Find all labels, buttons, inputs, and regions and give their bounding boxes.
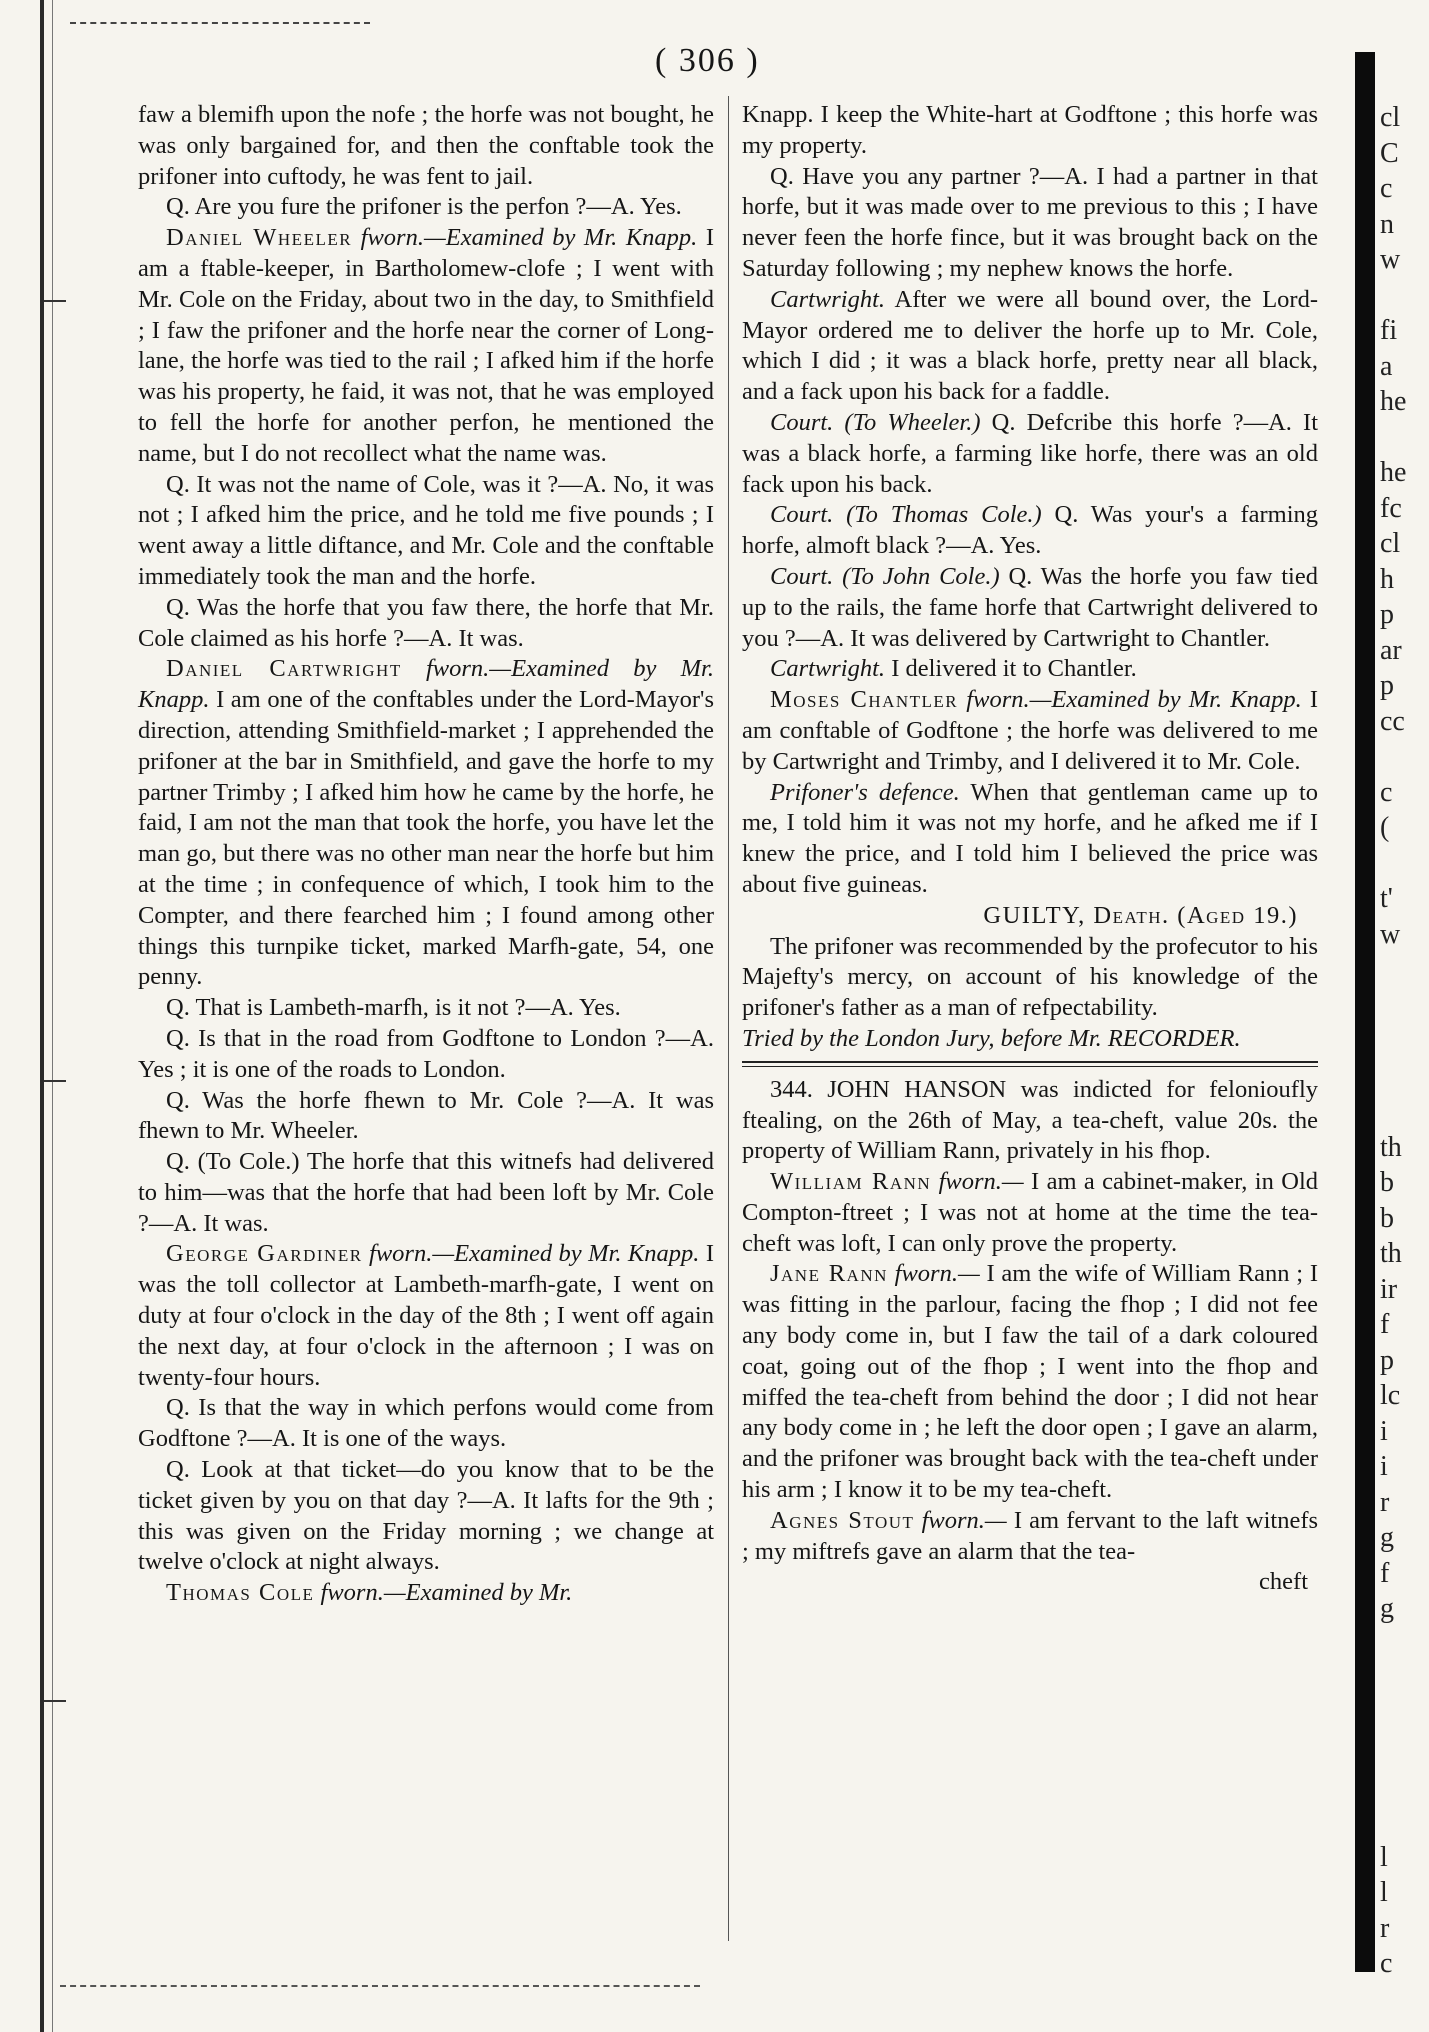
facing-page-fragment: th [1380,1131,1402,1163]
witness-name: Jane Rann [770,1260,888,1288]
facing-page-fragment: g [1380,1593,1394,1624]
facing-page-fragment: he [1380,457,1407,488]
witness-paragraph [138,1239,714,1393]
facing-page-fragment [1380,1059,1429,1095]
question-answer: Q. Was the horfe that you faw there, the horfe that Mr. Cole claimed as his horfe ?—A. It was. [138,593,714,652]
facing-page-fragment [1380,1094,1429,1130]
facing-page-edge [1380,100,1429,1979]
witness-paragraph [742,1506,1318,1568]
facing-page-fragment [1380,1662,1429,1698]
facing-page-fragment [1380,1698,1429,1734]
speaker-text: Q. Defcribe this horfe ?—A. It was a black horfe, a farming like horfe, there was an old fack upon his back. [742,408,1318,498]
facing-page-fragment: t' [1380,883,1393,914]
speaker-label: Prifoner's defence. [770,778,960,806]
speaker-label: Cartwright. [770,285,886,313]
testimony-text: I am fervant to the laft witnefs ; my miftrefs gave an alarm that the tea- [742,1506,1319,1565]
speaker-paragraph [742,285,1318,408]
facing-page-fragment [1380,1804,1429,1840]
facing-page-fragment: l [1380,1841,1388,1873]
left-column [138,100,714,1609]
facing-page-fragment: c [1380,776,1393,808]
facing-page-fragment [1380,1023,1429,1059]
facing-page-fragment: r [1380,1486,1390,1518]
facing-page-fragment: i [1380,1451,1388,1482]
testimony-text: I am one of the conftables under the Lord-Mayor's direction, attending Smithfield-market ; I apprehended the prifoner at the bar in Smithfield, and gave the horfe to my partner Trimby ; I afked him how he came by the horfe, he faid, I am not the man that took the horfe, you have let the man go, but there was no other man near the horfe but him at the time ; in confequence of which, I took him to the Compter, and there fearched him ; I found among other things this turnpike ticket, marked Marfh-gate, 54, one penny. [138,686,715,991]
facing-page-fragment: c [1380,173,1393,204]
oath-note: fworn.—Examined by Mr. [320,1579,573,1607]
facing-page-fragment [1380,1733,1429,1769]
facing-page-fragment [1380,846,1429,882]
witness-paragraph [742,1259,1318,1505]
witness-paragraph [138,654,714,993]
facing-page-fragment: cl [1380,102,1401,133]
witness-name: Thomas Cole [166,1579,315,1607]
scan-artifact-top [70,22,370,24]
facing-page-fragment: cl [1380,528,1401,559]
question-answer: Q. It was not the name of Cole, was it ?—A. No, it was not ; I afked him the price, and he told me five pounds ; I went away a little diftance, and Mr. Cole and the conftable immediately took the man and the horfe. [138,470,714,590]
case-heading: 344. JOHN HANSON was indicted for felonioufly ftealing, on the 26th of May, a tea-cheft, value 20s. the property of William Rann, privately in his fhop. [742,1075,1318,1165]
speaker-paragraph [742,500,1318,562]
witness-paragraph [742,685,1318,777]
speaker-text: When that gentleman came up to me, I told him it was not my horfe, and he afked me if I knew the price, and I told him I believed the price was about five guineas. [742,778,1318,898]
facing-page-fragment: a [1380,350,1393,382]
speaker-paragraph [742,654,1318,685]
facing-page-fragment: w [1380,918,1401,950]
right-column [742,100,1318,1598]
facing-page-fragment [1380,952,1429,988]
testimony-text: I am a cabinet-maker, in Old Compton-ftreet ; I was not at home at the time the tea-cheft was loft, I can only prove the property. [742,1168,1319,1257]
speaker-label: Court. (To Thomas Cole.) [770,501,1042,529]
facing-page-fragment: r [1380,1912,1390,1944]
speaker-label: Cartwright. [770,655,886,683]
facing-page-fragment: f [1380,1557,1390,1589]
oath-note: fworn.— [938,1168,1024,1196]
margin-mark [44,300,66,308]
facing-page-fragment: p [1380,670,1394,701]
continued-text: Knapp. I keep the White-hart at Godftone ; this horfe was my property. [742,101,1318,159]
facing-page-fragment: i [1380,1415,1388,1447]
facing-page-fragment: C [1380,137,1399,169]
question-answer: Q. Look at that ticket—do you know that to be the ticket given by you on that day ?—A. It lafts for the 9th ; this was given on the Friday morning ; we change at twelve o'clock at night always. [138,1456,714,1576]
witness-paragraph [138,223,714,469]
facing-page-fragment: g [1380,1522,1394,1553]
facing-page-fragment: b [1380,1202,1394,1234]
facing-page-fragment [1380,1769,1429,1805]
facing-page-fragment: l [1380,1877,1388,1908]
facing-page-fragment: c [1380,1948,1393,1979]
speaker-paragraph [742,562,1318,654]
facing-page-fragment: p [1380,1344,1394,1376]
facing-page-fragment [1380,988,1429,1024]
facing-page-fragment: p [1380,599,1394,630]
margin-mark [44,1700,66,1708]
recommendation: The prifoner was recommended by the profecutor to his Majefty's mercy, on account of his knowledge of the prifoner's father as a man of refpectability. [742,932,1318,1022]
oath-note: fworn.— [894,1260,980,1288]
catchword: cheft [1259,1568,1308,1596]
facing-page-fragment: cc [1380,705,1405,737]
speaker-text: Q. Was the horfe you faw tied up to the rails, the fame horfe that Cartwright delivered to you ?—A. It was delivered by Cartwright to Chantler. [742,562,1318,652]
facing-page-fragment [1380,278,1429,314]
speaker-text: After we were all bound over, the Lord-Mayor ordered me to deliver the horfe up to Mr. Cole, which I did ; it was a black horfe, pretty near all black, and a fack upon his back for a faddle. [742,285,1318,406]
testimony-text: I was the toll collector at Lambeth-marfh-gate, I went on duty at four o'clock in the day of the 8th ; I went off again the next day, at four o'clock in the afternoon ; I was on twenty-four hours. [138,1240,714,1391]
question-answer: Q. Was the horfe fhewn to Mr. Cole ?—A. It was fhewn to Mr. Wheeler. [138,1086,714,1145]
facing-page-fragment [1380,1627,1429,1663]
question-answer: Q. (To Cole.) The horfe that this witnefs had delivered to him—was that the horfe that had been loft by Mr. Cole ?—A. It was. [138,1148,714,1237]
testimony-text: I am the wife of William Rann ; I was fitting in the parlour, facing the fhop ; I did not fee any body come in, but I faw the tail of a dark coloured coat, going out of the fhop ; I went into the fhop and miffed the tea-cheft from behind the door ; I did not hear any body come in ; he left the door open ; I gave an alarm, and the prifoner was brought back with the tea-cheft under his arm ; I know it to be my tea-cheft. [742,1260,1318,1504]
witness-name: William Rann [770,1168,932,1196]
section-rule [742,1061,1318,1067]
facing-page-fragment: lc [1380,1380,1401,1411]
facing-page-fragment [1380,420,1429,456]
facing-page-fragment: ir [1380,1273,1398,1305]
question-answer: Q. Have you any partner ?—A. I had a partner in that horfe, but it was made over to me previous to this ; I have never feen the horfe fince, but it was brought back on the Saturday following ; my nephew knows the horfe. [742,162,1318,282]
trial-note: Tried by the London Jury, before Mr. RECORDER. [742,1024,1241,1052]
facing-page-fragment: h [1380,563,1394,595]
oath-note: fworn.—Examined by Mr. Knapp. [360,224,698,252]
question-answer: Q. Are you fure the prifoner is the perfon ?—A. Yes. [166,193,682,221]
question-answer: Q. That is Lambeth-marfh, is it not ?—A. Yes. [166,994,621,1022]
speaker-label: Court. (To Wheeler.) [770,408,981,436]
witness-name: George Gardiner [166,1240,363,1268]
testimony-text: I am conftable of Godftone ; the horfe was delivered to me by Cartwright and Trimby, and I delivered it to Mr. Cole. [742,686,1319,775]
facing-page-fragment [1380,739,1429,775]
speaker-paragraph [742,408,1318,500]
gutter-shadow [1355,52,1375,1972]
question-answer: Q. Is that in the road from Godftone to London ?—A. Yes ; it is one of the roads to London. [138,1024,714,1083]
facing-page-fragment: fc [1380,492,1402,524]
verdict: GUILTY, Death. (Aged 19.) [983,901,1298,929]
facing-page-fragment: b [1380,1167,1394,1198]
witness-name: Agnes Stout [770,1506,915,1534]
scan-artifact-bottom [60,1985,700,1987]
oath-note: fworn.— [921,1506,1007,1534]
speaker-text: Q. Was your's a farming horfe, almoft black ?—A. Yes. [742,501,1318,560]
column-divider [728,96,729,1941]
facing-page-fragment: fi [1380,315,1398,346]
facing-page-fragment: n [1380,208,1394,240]
facing-page-fragment: ar [1380,634,1402,666]
margin-mark [44,1080,66,1088]
oath-note: fworn.—Examined by Mr. Knapp. [138,655,715,714]
speaker-label: Court. (To John Cole.) [770,562,1000,590]
facing-page-fragment: he [1380,386,1407,417]
facing-page-fragment: th [1380,1238,1402,1269]
oath-note: fworn.—Examined by Mr. Knapp. [966,686,1302,714]
facing-page-fragment: f [1380,1309,1390,1340]
witness-name: Daniel Wheeler [166,224,353,252]
facing-page-fragment: ( [1380,812,1390,843]
witness-paragraph [138,1578,714,1609]
question-answer: Q. Is that the way in which perfons would come from Godftone ?—A. It is one of the ways. [138,1394,714,1453]
speaker-paragraph [742,778,1318,901]
continued-text: faw a blemifh upon the nofe ; the horfe was not bought, he was only bargained for, and then the conftable took the prifoner into cuftody, he was fent to jail. [138,101,714,190]
witness-name: Moses Chantler [770,686,959,714]
speaker-text: I delivered it to Chantler. [891,655,1137,683]
facing-page-fragment: w [1380,244,1401,275]
oath-note: fworn.—Examined by Mr. Knapp. [369,1240,700,1268]
page-number: ( 306 ) [655,42,760,79]
witness-name: Daniel Cartwright [166,655,402,683]
testimony-text: I am a ftable-keeper, in Bartholomew-clofe ; I went with Mr. Cole on the Friday, about two in the day, to Smithfield ; I faw the prifoner and the horfe near the corner of Long-lane, the horfe was tied to the rail ; I afked him if the horfe was his property, he faid, it was not, that he was employed to fell the horfe for another perfon, he mentioned the name, but I do not recollect what the name was. [138,224,715,467]
witness-paragraph [742,1167,1318,1259]
